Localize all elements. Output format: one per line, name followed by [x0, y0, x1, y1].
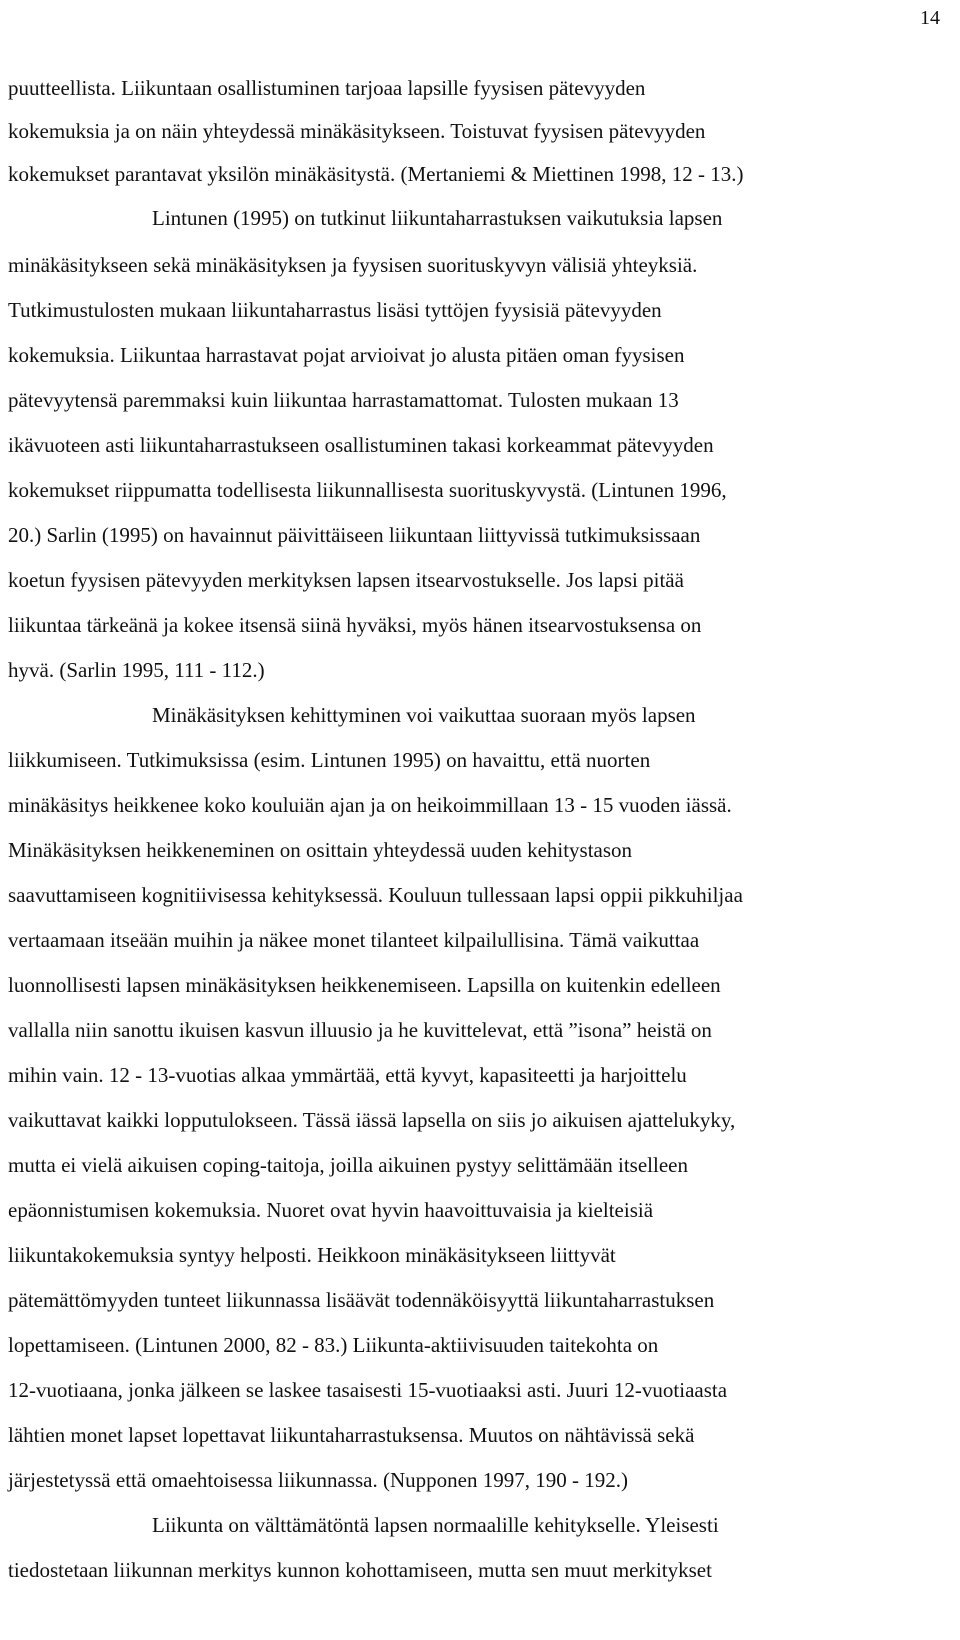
- text-line: vertaamaan itseään muihin ja näkee monet tilanteet kilpailullisina. Tämä vaikuttaa: [8, 928, 700, 952]
- text-line: mihin vain. 12 - 13-vuotias alkaa ymmärtää, että kyvyt, kapasiteetti ja harjoittelu: [8, 1063, 687, 1087]
- paragraph-start-line: Lintunen (1995) on tutkinut liikuntaharrastuksen vaikutuksia lapsen: [152, 206, 723, 230]
- text-line: koetun fyysisen pätevyyden merkityksen lapsen itsearvostukselle. Jos lapsi pitää: [8, 568, 684, 592]
- text-line: järjestetyssä että omaehtoisessa liikunnassa. (Nupponen 1997, 190 - 192.): [8, 1468, 628, 1492]
- text-line: kokemukset parantavat yksilön minäkäsitystä. (Mertaniemi & Miettinen 1998, 12 - 13.): [8, 162, 744, 186]
- text-line: Tutkimustulosten mukaan liikuntaharrastus lisäsi tyttöjen fyysisiä pätevyyden: [8, 298, 662, 322]
- text-line: 20.) Sarlin (1995) on havainnut päivittäiseen liikuntaan liittyvissä tutkimuksissaan: [8, 523, 701, 547]
- text-line: kokemukset riippumatta todellisesta liikunnallisesta suorituskyvystä. (Lintunen 1996,: [8, 478, 727, 502]
- paragraph-start-line: Liikunta on välttämätöntä lapsen normaalille kehitykselle. Yleisesti: [152, 1513, 719, 1537]
- text-line: ikävuoteen asti liikuntaharrastukseen osallistuminen takasi korkeammat pätevyyden: [8, 433, 714, 457]
- text-line: puutteellista. Liikuntaan osallistuminen tarjoaa lapsille fyysisen pätevyyden: [8, 76, 646, 100]
- text-line: kokemuksia ja on näin yhteydessä minäkäsitykseen. Toistuvat fyysisen pätevyyden: [8, 119, 706, 143]
- text-line: lopettamiseen. (Lintunen 2000, 82 - 83.) Liikunta-aktiivisuuden taitekohta on: [8, 1333, 659, 1357]
- text-line: liikuntaa tärkeänä ja kokee itsensä siinä hyväksi, myös hänen itsearvostuksensa on: [8, 613, 702, 637]
- text-line: saavuttamiseen kognitiivisessa kehityksessä. Kouluun tullessaan lapsi oppii pikkuhiljaa: [8, 883, 743, 907]
- page-number: 14: [920, 7, 940, 29]
- text-line: tiedostetaan liikunnan merkitys kunnon kohottamiseen, mutta sen muut merkitykset: [8, 1558, 712, 1582]
- text-line: mutta ei vielä aikuisen coping-taitoja, joilla aikuinen pystyy selittämään itselleen: [8, 1153, 688, 1177]
- text-line: lähtien monet lapset lopettavat liikuntaharrastuksensa. Muutos on nähtävissä sekä: [8, 1423, 695, 1447]
- text-line: luonnollisesti lapsen minäkäsityksen heikkenemiseen. Lapsilla on kuitenkin edelleen: [8, 973, 721, 997]
- text-line: hyvä. (Sarlin 1995, 111 - 112.): [8, 658, 265, 682]
- text-line: vaikuttavat kaikki lopputulokseen. Tässä iässä lapsella on siis jo aikuisen ajattelukyky,: [8, 1108, 736, 1132]
- text-line: epäonnistumisen kokemuksia. Nuoret ovat hyvin haavoittuvaisia ja kielteisiä: [8, 1198, 654, 1222]
- text-line: minäkäsitys heikkenee koko kouluiän ajan ja on heikoimmillaan 13 - 15 vuoden iässä.: [8, 793, 732, 817]
- text-line: pätemättömyyden tunteet liikunnassa lisäävät todennäköisyyttä liikuntaharrastuksen: [8, 1288, 715, 1312]
- text-line: liikuntakokemuksia syntyy helposti. Heikkoon minäkäsitykseen liittyvät: [8, 1243, 616, 1267]
- text-line: liikkumiseen. Tutkimuksissa (esim. Lintunen 1995) on havaittu, että nuorten: [8, 748, 651, 772]
- text-line: vallalla niin sanottu ikuisen kasvun illuusio ja he kuvittelevat, että ”isona” heistä on: [8, 1018, 712, 1042]
- text-line: kokemuksia. Liikuntaa harrastavat pojat arvioivat jo alusta pitäen oman fyysisen: [8, 343, 685, 367]
- text-line: pätevyytensä paremmaksi kuin liikuntaa harrastamattomat. Tulosten mukaan 13: [8, 388, 679, 412]
- text-line: minäkäsitykseen sekä minäkäsityksen ja fyysisen suorituskyvyn välisiä yhteyksiä.: [8, 253, 698, 277]
- text-line: Minäkäsityksen heikkeneminen on osittain yhteydessä uuden kehitystason: [8, 838, 633, 862]
- paragraph-start-line: Minäkäsityksen kehittyminen voi vaikuttaa suoraan myös lapsen: [152, 703, 696, 727]
- text-line: 12-vuotiaana, jonka jälkeen se laskee tasaisesti 15-vuotiaaksi asti. Juuri 12-vuotiaasta: [8, 1378, 728, 1402]
